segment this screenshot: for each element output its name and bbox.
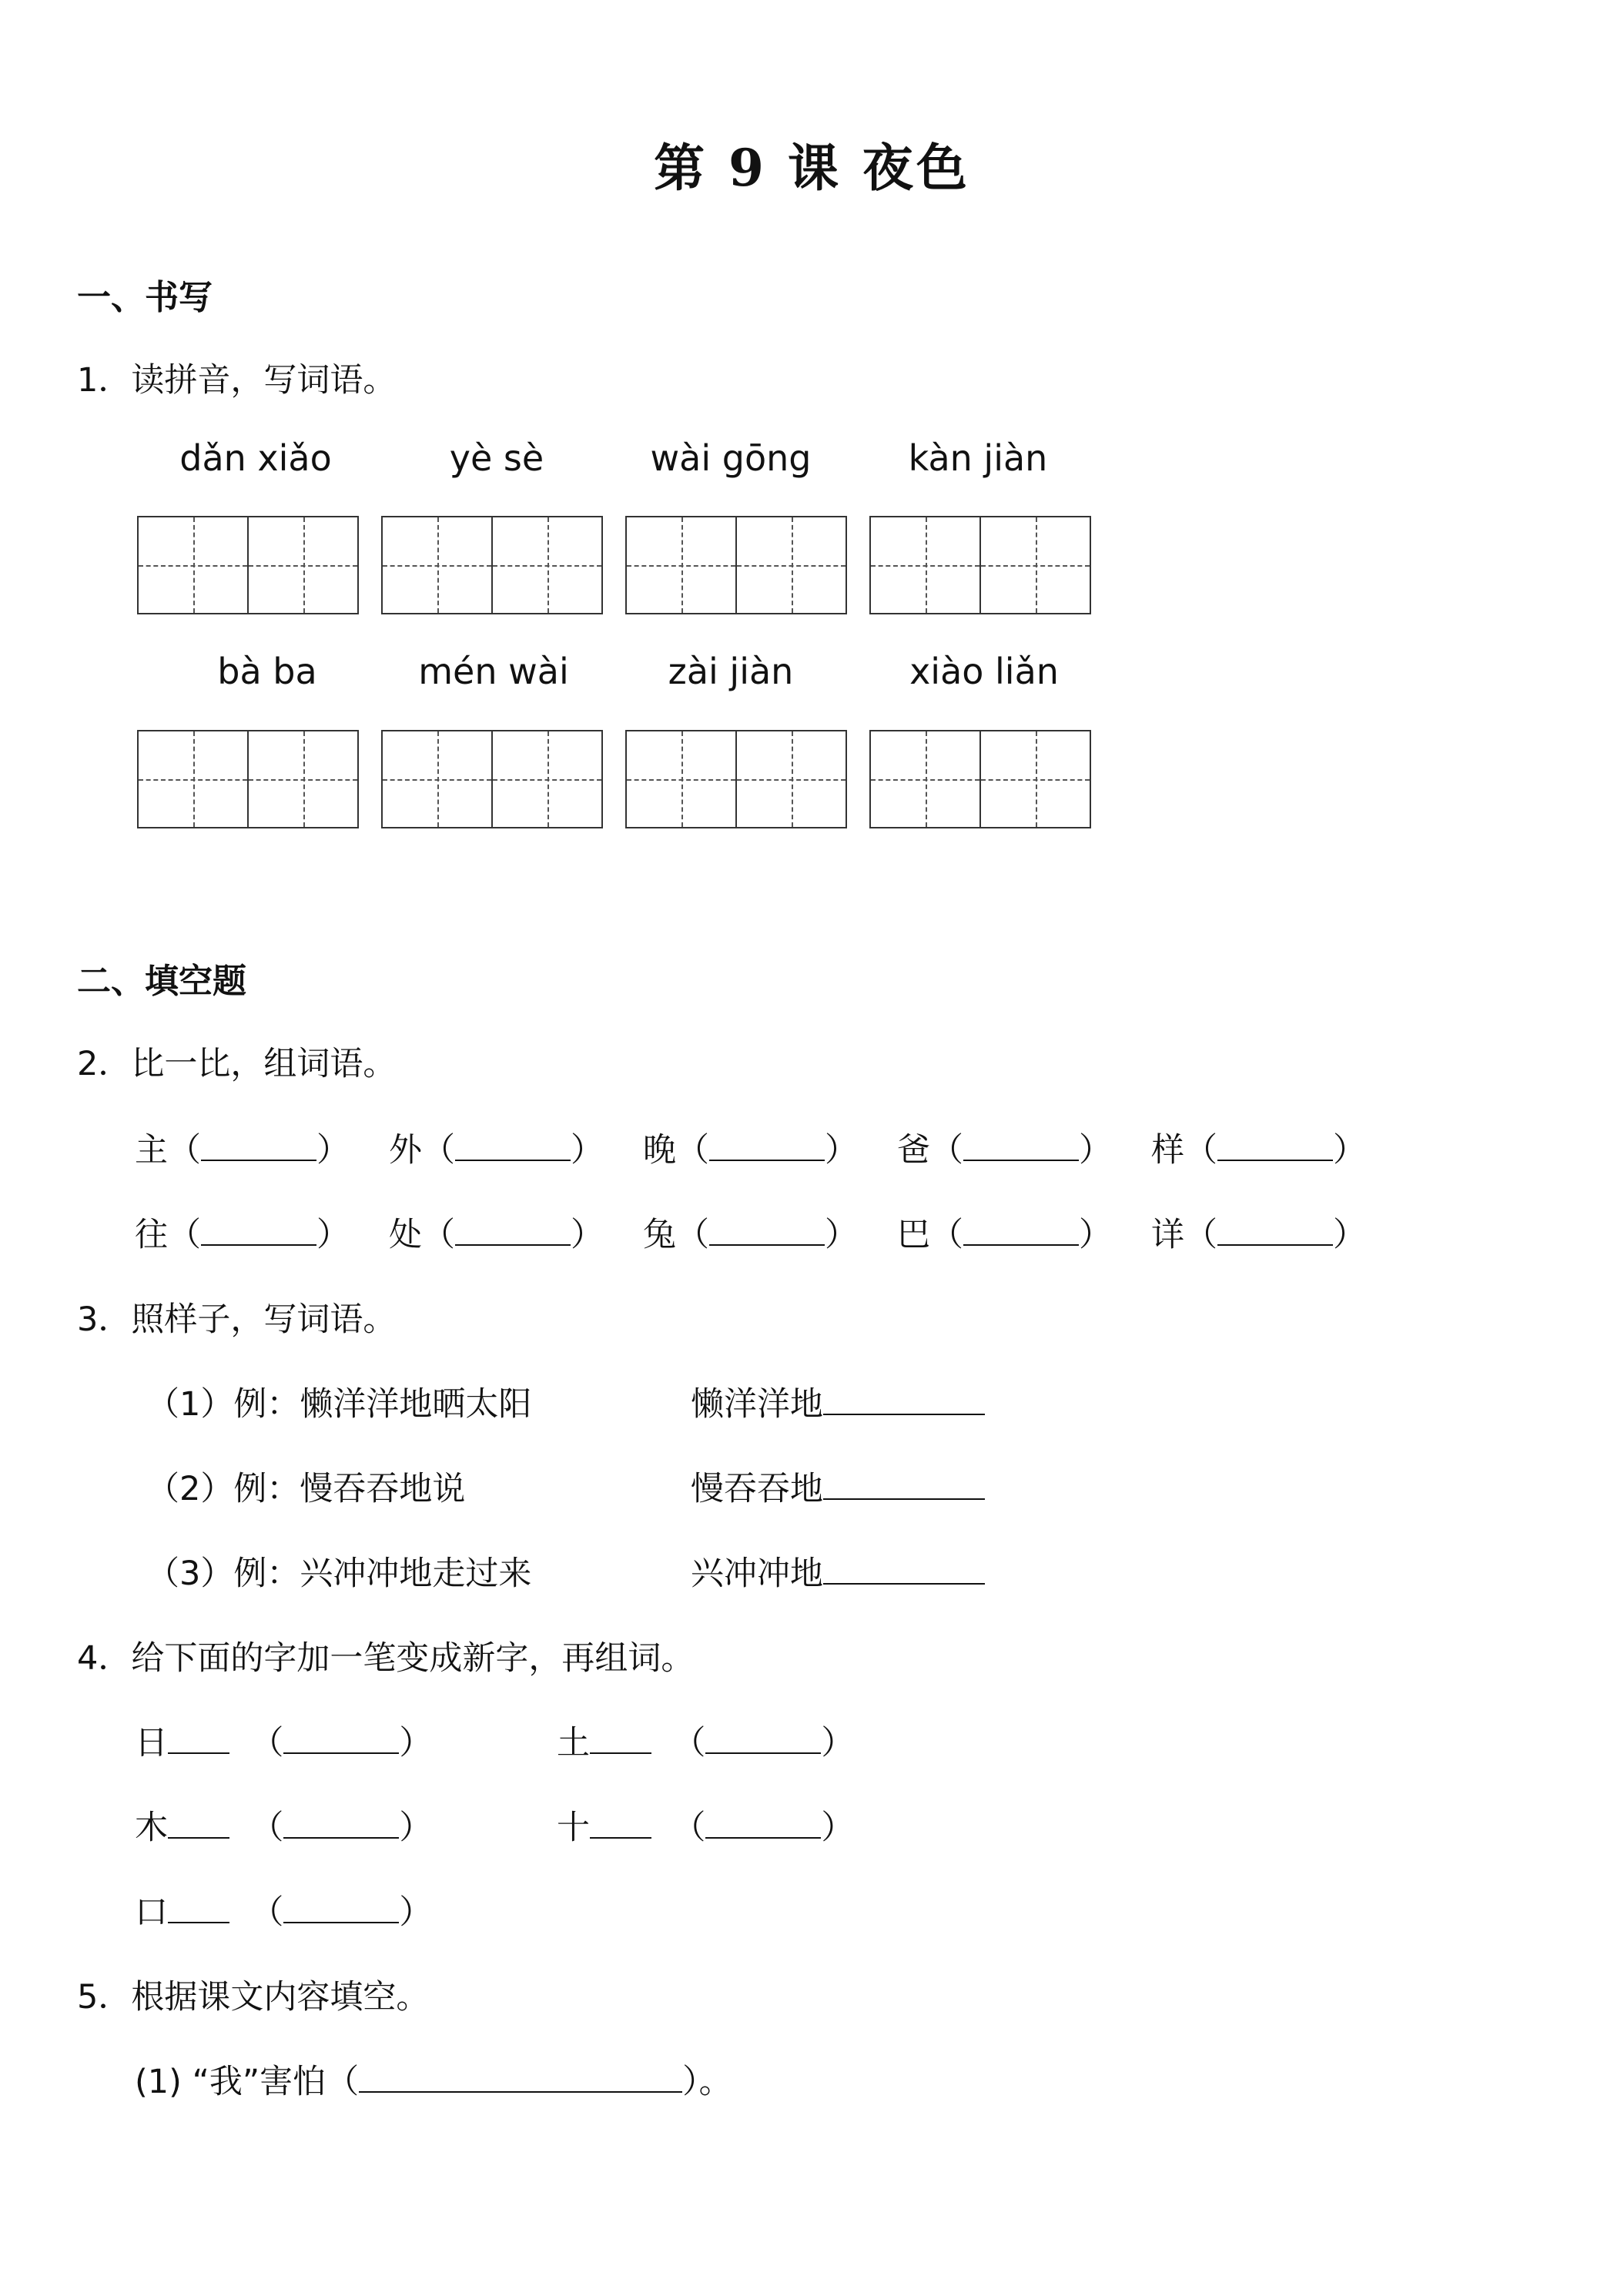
compare-item: 主（ ）	[135, 1124, 350, 1171]
answer-blank[interactable]	[823, 1381, 985, 1415]
pinyin-label: mén wài	[418, 651, 569, 692]
writing-grid[interactable]	[869, 516, 1091, 614]
compare-item: 兔（ ）	[643, 1209, 858, 1256]
compare-char: 爸	[897, 1131, 930, 1170]
section-heading-writing: 一、书写	[77, 278, 213, 317]
answer-blank[interactable]	[359, 2058, 682, 2093]
answer-blank[interactable]	[201, 1126, 316, 1161]
answer-blank[interactable]	[709, 1126, 825, 1161]
section-heading-fill-blanks: 二、填空题	[77, 962, 246, 1001]
writing-grid[interactable]	[625, 516, 847, 614]
writing-grid[interactable]	[625, 730, 847, 828]
imitate-stem: 兴冲冲地	[691, 1555, 823, 1593]
compare-item: 爸（ ）	[897, 1124, 1112, 1171]
base-char: 十	[557, 1809, 590, 1847]
answer-blank[interactable]	[455, 1211, 571, 1246]
answer-blank[interactable]	[1217, 1211, 1333, 1246]
writing-grid[interactable]	[869, 730, 1091, 828]
answer-blank[interactable]	[823, 1550, 985, 1585]
compare-item: 外（ ）	[389, 1124, 604, 1171]
add-stroke-item: 十 （ ）	[557, 1802, 854, 1849]
pinyin-label: zài jiàn	[668, 651, 794, 692]
compare-item: 往（ ）	[135, 1209, 350, 1256]
answer-blank[interactable]	[283, 1719, 399, 1754]
compare-char: 处	[389, 1216, 422, 1254]
imitate-item	[691, 1463, 985, 1510]
compare-char: 晚	[643, 1131, 676, 1170]
base-char: 土	[557, 1724, 590, 1762]
compare-item: 处（ ）	[389, 1209, 604, 1256]
base-char: 口	[135, 1893, 168, 1932]
new-char-blank[interactable]	[590, 1719, 651, 1754]
answer-blank[interactable]	[1217, 1126, 1333, 1161]
base-char: 日	[135, 1724, 168, 1762]
writing-grid[interactable]	[137, 730, 359, 828]
page-title: 第 9 课 夜色	[654, 138, 970, 198]
base-char: 木	[135, 1809, 168, 1847]
writing-grid[interactable]	[137, 516, 359, 614]
answer-blank[interactable]	[283, 1804, 399, 1839]
text-fill-label: (1) “我”害怕（	[135, 2063, 360, 2101]
add-stroke-item: 日 （ ）	[135, 1717, 432, 1764]
add-stroke-item: 口 （ ）	[135, 1886, 432, 1933]
compare-item: 晚（ ）	[643, 1124, 858, 1171]
compare-item: 详（ ）	[1151, 1209, 1366, 1256]
imitate-item	[691, 1548, 985, 1595]
answer-blank[interactable]	[963, 1211, 1079, 1246]
compare-char: 巴	[897, 1216, 930, 1254]
pinyin-label: bà ba	[217, 651, 317, 692]
example-sentence: （1）例：懒洋洋地晒太阳	[146, 1385, 532, 1424]
imitate-stem: 慢吞吞地	[691, 1470, 823, 1508]
compare-char: 往	[135, 1216, 168, 1254]
compare-char: 样	[1151, 1131, 1184, 1170]
question-3-prompt: 3．照样子，写词语。	[77, 1300, 397, 1339]
answer-blank[interactable]	[705, 1719, 821, 1754]
writing-grid[interactable]	[381, 730, 603, 828]
imitate-stem: 懒洋洋地	[691, 1385, 823, 1424]
writing-grid[interactable]	[381, 516, 603, 614]
example-sentence: （3）例：兴冲冲地走过来	[146, 1555, 532, 1593]
question-2-prompt: 2．比一比，组词语。	[77, 1045, 397, 1083]
pinyin-label: xiào liǎn	[909, 651, 1059, 692]
pinyin-label: dǎn xiǎo	[179, 437, 332, 479]
new-char-blank[interactable]	[590, 1804, 651, 1839]
compare-item: 巴（ ）	[897, 1209, 1112, 1256]
new-char-blank[interactable]	[168, 1719, 229, 1754]
compare-char: 详	[1151, 1216, 1184, 1254]
compare-char: 外	[389, 1131, 422, 1170]
new-char-blank[interactable]	[168, 1889, 229, 1923]
add-stroke-item: 木 （ ）	[135, 1802, 432, 1849]
compare-item: 样（ ）	[1151, 1124, 1366, 1171]
compare-char: 兔	[643, 1216, 676, 1254]
pinyin-label: kàn jiàn	[908, 437, 1048, 479]
pinyin-label: wài gōng	[650, 437, 812, 479]
answer-blank[interactable]	[201, 1211, 316, 1246]
compare-char: 主	[135, 1131, 168, 1170]
example-sentence: （2）例：慢吞吞地说	[146, 1470, 466, 1508]
answer-blank[interactable]	[709, 1211, 825, 1246]
question-5-prompt: 5．根据课文内容填空。	[77, 1978, 430, 2017]
question-1-prompt: 1．读拼音，写词语。	[77, 361, 397, 400]
pinyin-label: yè sè	[449, 437, 544, 479]
imitate-item	[691, 1378, 985, 1425]
add-stroke-item: 土 （ ）	[557, 1717, 854, 1764]
question-4-prompt: 4．给下面的字加一笔变成新字，再组词。	[77, 1639, 695, 1678]
text-fill-item: (1) “我”害怕（ ）。	[135, 2056, 732, 2103]
answer-blank[interactable]	[705, 1804, 821, 1839]
answer-blank[interactable]	[963, 1126, 1079, 1161]
answer-blank[interactable]	[283, 1889, 399, 1923]
answer-blank[interactable]	[823, 1465, 985, 1500]
answer-blank[interactable]	[455, 1126, 571, 1161]
new-char-blank[interactable]	[168, 1804, 229, 1839]
